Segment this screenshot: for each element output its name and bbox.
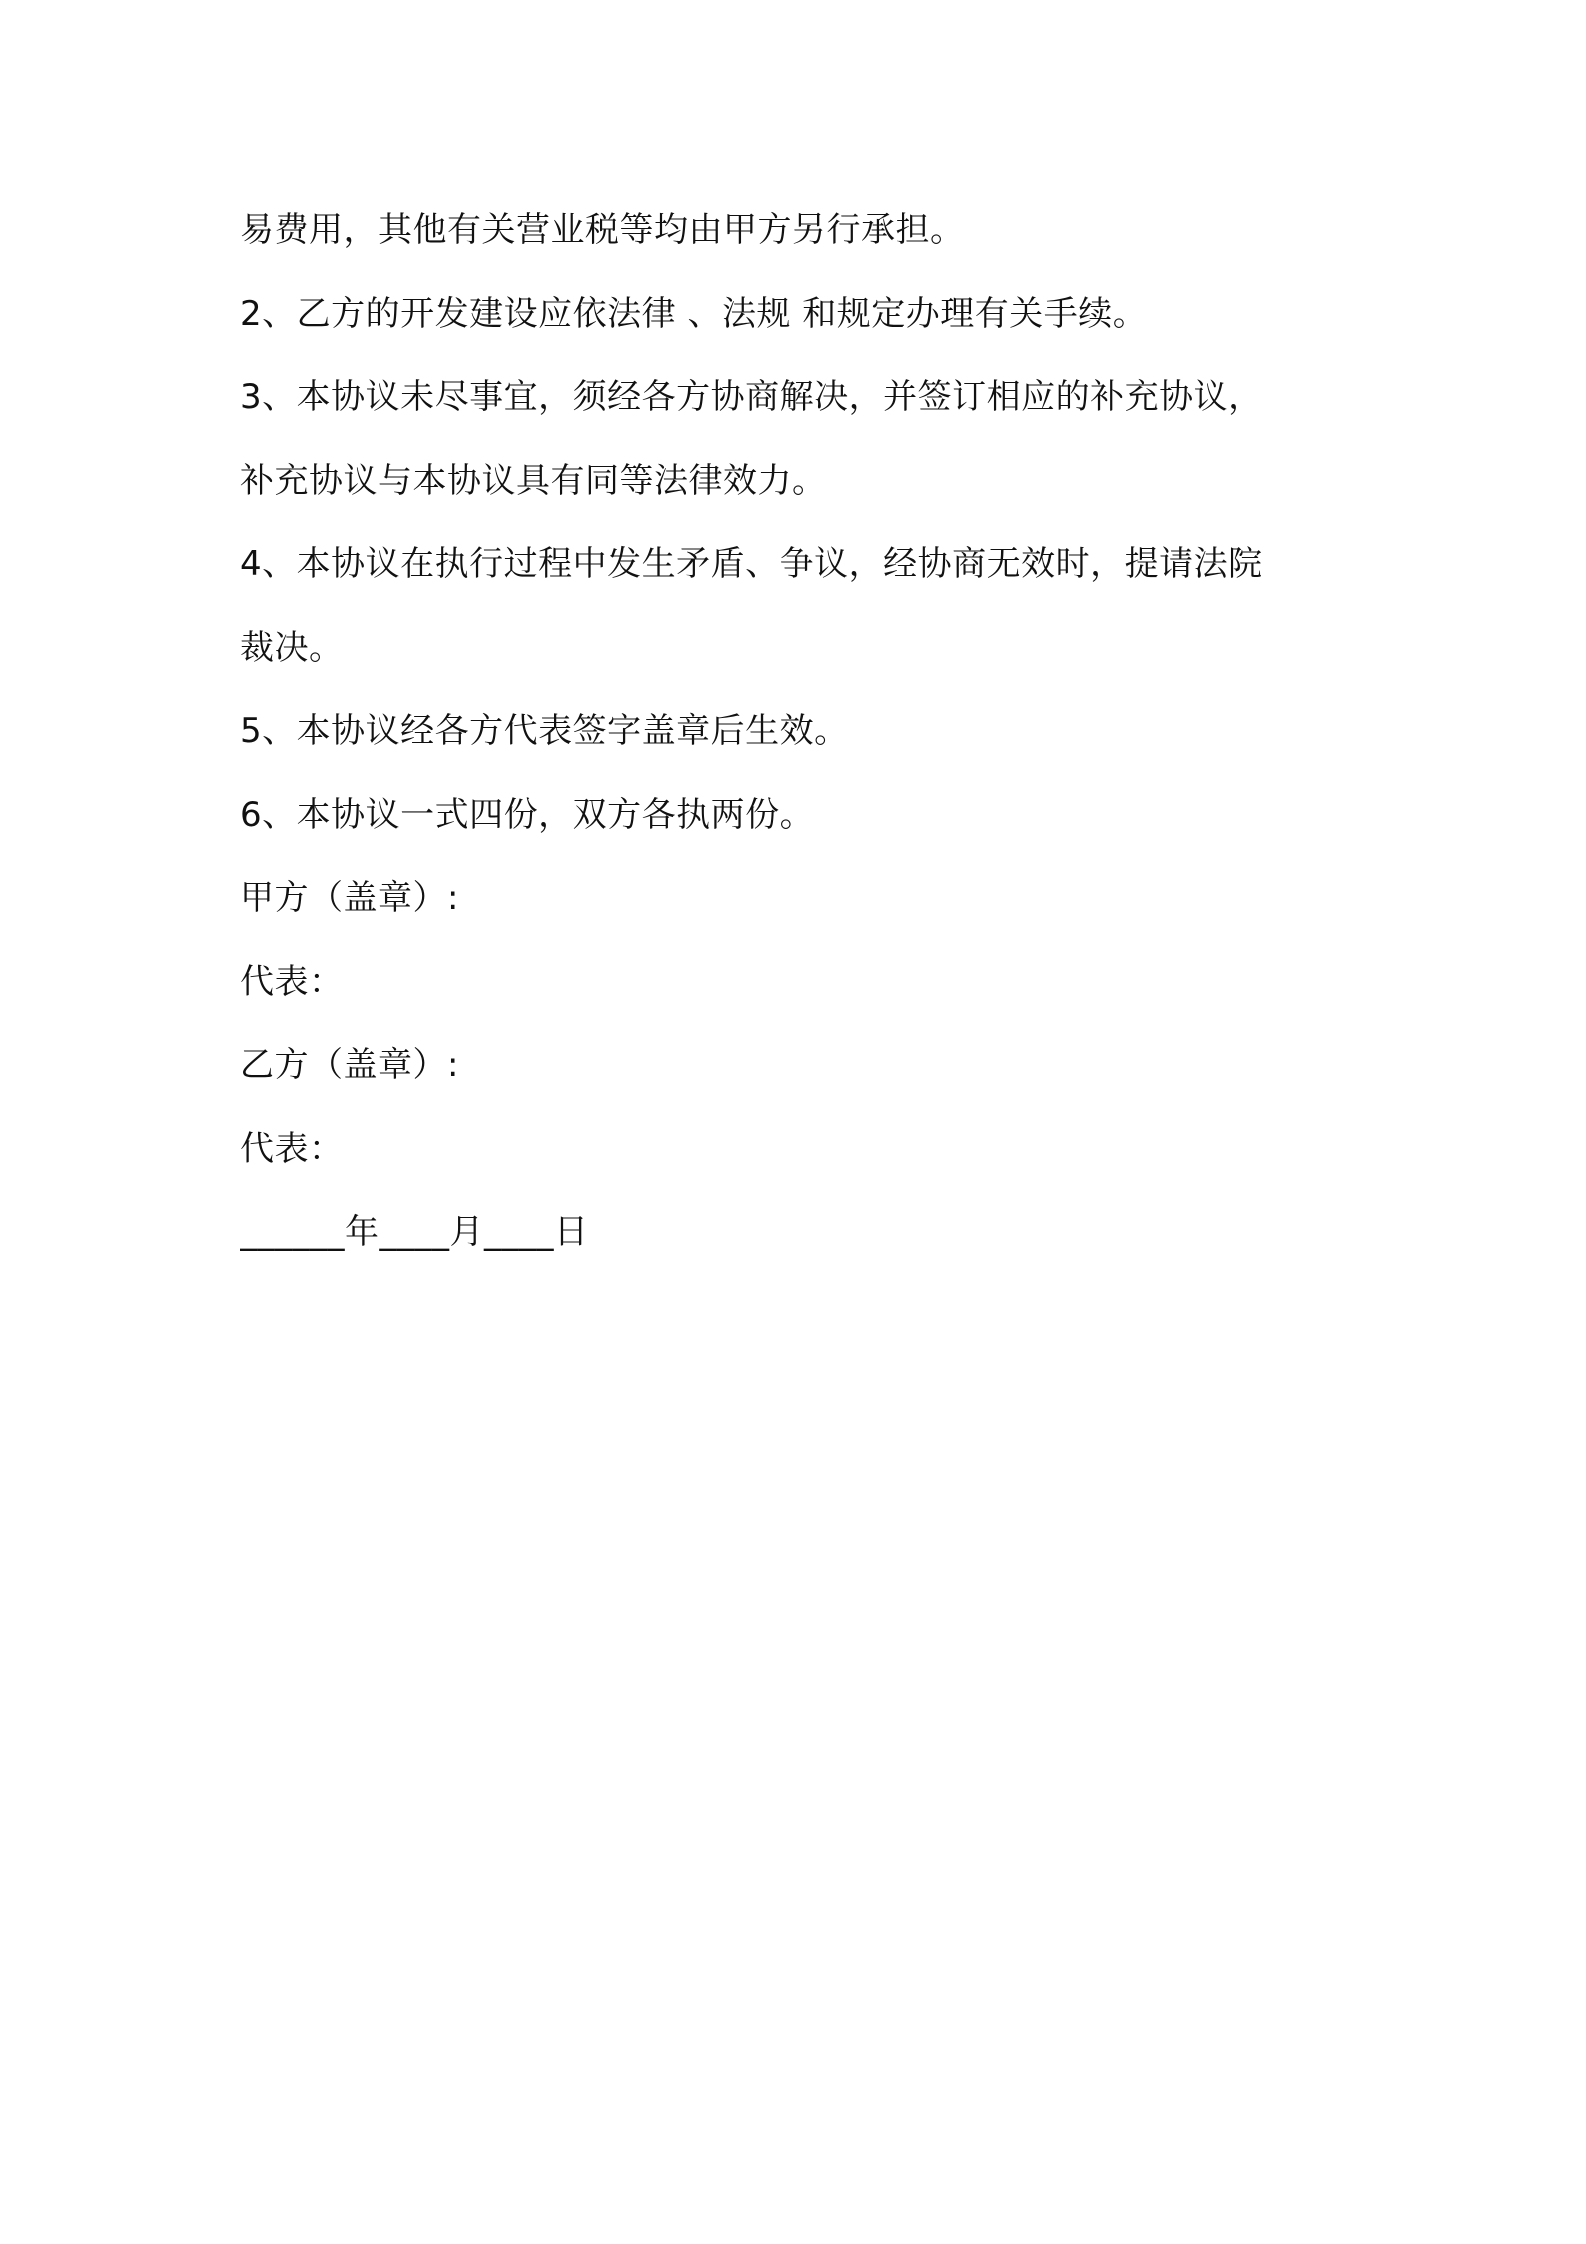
date-line: ______年____月____日 xyxy=(240,1212,589,1252)
paragraph-line-1: 易费用，其他有关营业税等均由甲方另行承担。 xyxy=(240,210,965,250)
clause-3-line-1: 3、本协议未尽事宜，须经各方协商解决，并签订相应的补充协议， xyxy=(240,377,1263,417)
clause-6: 6、本协议一式四份，双方各执两份。 xyxy=(240,794,815,835)
clause-4-line-1: 4、本协议在执行过程中发生矛盾、争议，经协商无效时，提请法院 xyxy=(240,544,1263,584)
document-body xyxy=(240,200,1360,1286)
clause-5: 5、本协议经各方代表签字盖章后生效。 xyxy=(240,711,849,751)
party-b-representative-label: 代表： xyxy=(240,1128,344,1169)
party-a-representative-label: 代表： xyxy=(240,961,344,1002)
clause-2: 2、乙方的开发建设应依法律 、法规 和规定办理有关手续。 xyxy=(240,293,1148,334)
party-a-seal-label: 甲方（盖章）: xyxy=(240,878,459,918)
clause-4-line-2: 裁决。 xyxy=(240,627,344,668)
clause-3-line-2: 补充协议与本协议具有同等法律效力。 xyxy=(240,460,827,501)
party-b-seal-label: 乙方（盖章）: xyxy=(240,1045,459,1085)
